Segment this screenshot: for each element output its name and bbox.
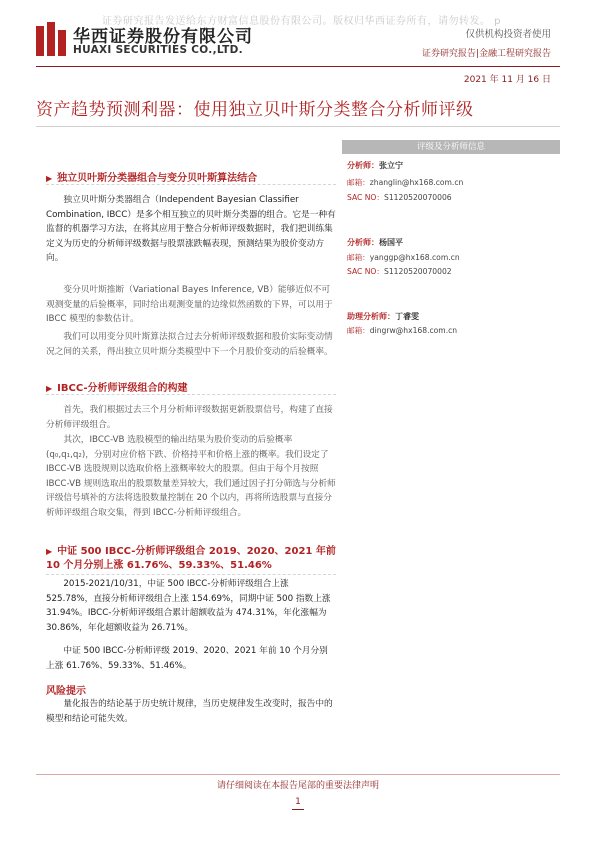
- analyst-2-name: 分析师：杨国平: [347, 238, 403, 247]
- section-divider: [46, 184, 336, 185]
- report-title: 资产趋势预测利器：使用独立贝叶斯分类整合分析师评级: [36, 100, 474, 120]
- section-divider: [46, 574, 336, 575]
- sidebar-heading: 评级及分析师信息: [342, 140, 560, 154]
- company-name-en: HUAXI SECURITIES CO.,LTD.: [73, 44, 243, 56]
- paragraph: 中证 500 IBCC-分析师评级 2019、2020、2021 年前 10 个月分别上涨 61.76%、59.33%、51.46%。: [46, 646, 328, 671]
- triangle-icon: ▶: [46, 547, 53, 556]
- page-number-underline: [292, 809, 304, 810]
- paragraph: 2015-2021/10/31，中证 500 IBCC-分析师评级组合上涨 525.78%，直接分析师评级组合上涨 154.69%，同期中证 500 指数上涨 31.94%。IBCC-分析师评级组合累计超额收益为 474.31%，年化涨幅为 30.86%，年化超额收益为 26.71%。: [46, 579, 331, 633]
- risk-paragraph: 量化报告的结论基于历史统计规律，当历史规律发生改变时，报告中的模型和结论可能失效。: [46, 699, 333, 724]
- section-heading-1: ▶ 独立贝叶斯分类器组合与变分贝叶斯算法结合: [46, 173, 258, 184]
- risk-heading: 风险提示: [46, 686, 86, 697]
- header-divider: [36, 66, 560, 67]
- title-divider: [36, 126, 560, 127]
- analyst-3-email[interactable]: 邮箱：dingrw@hx168.com.cn: [347, 326, 458, 335]
- triangle-icon: ▶: [46, 384, 53, 393]
- paragraph: 独立贝叶斯分类器组合（Independent Bayesian Classifier Combination, IBCC）是多个相互独立的贝叶斯分类器的组合。它是一种有监督的机器学习方法，在将其应用于整合分析师评级数据时，我们把训练集定义为历史的分析师评级数据与股票涨跌幅表现，预测结果为股价变动方向。: [46, 195, 336, 263]
- analyst-2-sac: SAC NO：S1120520070002: [347, 267, 452, 276]
- report-date: 2021 年 11 月 16 日: [463, 75, 551, 85]
- paragraph: 首先，我们根据过去三个月分析师评级数据更新股票信号，构建了直接分析师评级组合。: [46, 405, 333, 430]
- audience-note: 仅供机构投资者使用: [465, 29, 551, 40]
- analyst-3-name: 助理分析师：丁睿雯: [347, 312, 419, 321]
- paragraph: 我们可以用变分贝叶斯算法拟合过去分析师评级数据和股价实际变动情况之间的关系，得出独立贝叶斯分类模型中下一个月股价变动的后验概率。: [46, 332, 333, 357]
- triangle-icon: ▶: [46, 174, 53, 183]
- paragraph: 变分贝叶斯推断（Variational Bayes Inference, VB）能够近似不可观测变量的后验概率，同时给出观测变量的边缘似然函数的下界，可以用于 IBCC 模型的参数估计。: [46, 285, 333, 324]
- watermark-text: 证券研究报告发送给东方财富信息股份有限公司。版权归华西证券所有，请勿转发。 p: [102, 16, 502, 27]
- analyst-2-email[interactable]: 邮箱：yanggp@hx168.com.cn: [347, 253, 460, 262]
- analyst-1-email[interactable]: 邮箱：zhanglin@hx168.com.cn: [347, 178, 464, 187]
- legal-notice: 请仔细阅读在本报告尾部的重要法律声明: [216, 781, 379, 791]
- analyst-1-name: 分析师：张立宁: [347, 161, 403, 170]
- company-name-cn: 华西证券股份有限公司: [73, 27, 253, 47]
- analyst-1-sac: SAC NO：S1120520070006: [347, 193, 452, 202]
- section-heading-3: ▶ 中证 500 IBCC-分析师评级组合 2019、2020、2021 年前 10 个月分别上涨 61.76%、59.33%、51.46%: [46, 546, 336, 571]
- footer-divider: [36, 774, 560, 775]
- section-divider: [46, 394, 336, 395]
- report-type: 证券研究报告|金融工程研究报告: [421, 49, 551, 59]
- page-number: 1: [295, 797, 301, 807]
- huaxi-logo-icon: [36, 22, 66, 56]
- section-heading-2: ▶ IBCC-分析师评级组合的构建: [46, 383, 188, 394]
- paragraph: 其次，IBCC-VB 选股模型的输出结果为股价变动的后验概率(q₀,q₁,q₂)，分别对应价格下跌、价格持平和价格上涨的概率。我们设定了 IBCC-VB 选股规则以选取价格上涨概率较大的股票。但由于每个月按照 IBCC-VB 规则选取出的股票数量差异较大，我们通过因子打分筛选与分析师评级信号填补的方法将选股数量控制在 20 个以内，再将所选股票与直接分析师评级组合取交集，得到 IBCC-分析师评级组合。: [46, 435, 336, 518]
